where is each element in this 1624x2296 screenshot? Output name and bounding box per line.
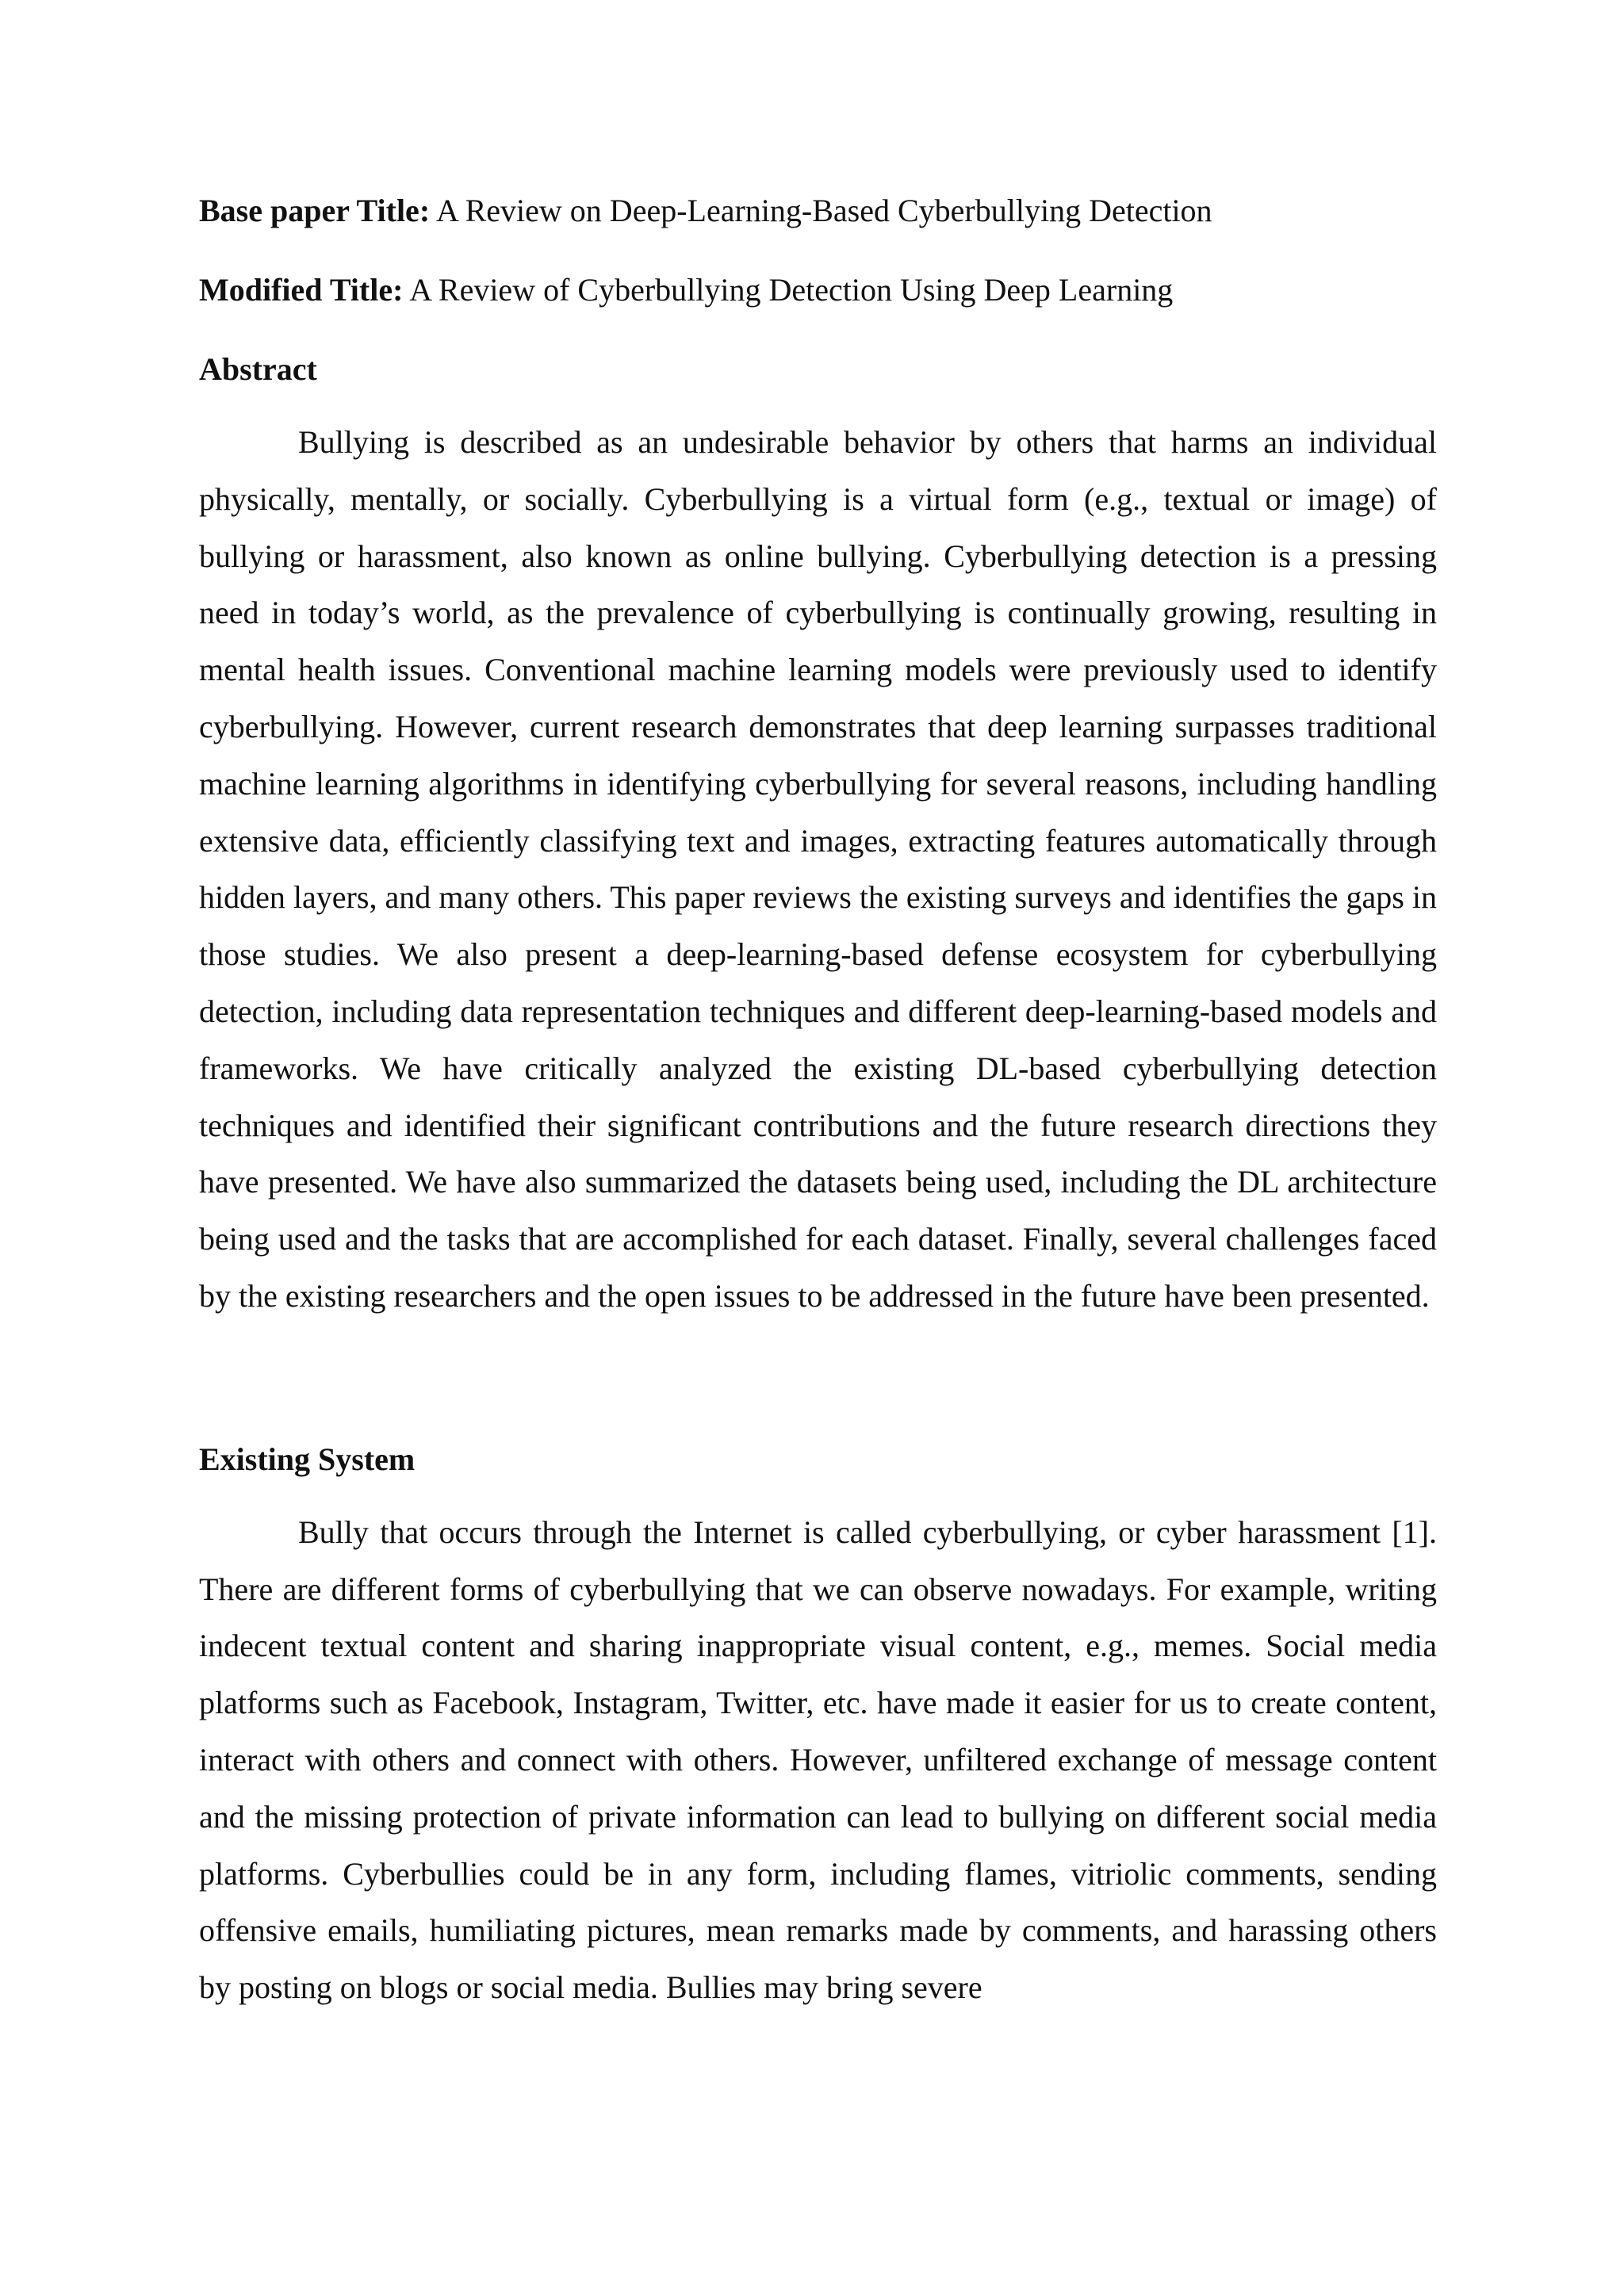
- modified-title-label: Modified Title:: [199, 272, 404, 308]
- modified-title: [199, 266, 1437, 314]
- existing-system-paragraph: Bully that occurs through the Internet is called cyberbullying, or cyber harassment [1]. There are different forms of cyberbullying that we can observe nowadays. For example, writing indecent textual content and sharing inappropriate visual content, e.g., memes. Social media platforms such as Facebook, Instagram, Twitter, etc. have made it easier for us to create content, interact with others and connect with others. However, unfiltered exchange of message content and the missing protection of private information can lead to bullying on different social media platforms. Cyberbullies could be in any form, including flames, vitriolic comments, sending offensive emails, humiliating pictures, mean remarks made by comments, and harassing others by posting on blogs or social media. Bullies may bring severe: [199, 1513, 1437, 2006]
- base-paper-title-label: Base paper Title:: [199, 193, 431, 228]
- base-paper-title-text: A Review on Deep-Learning-Based Cyberbullying Detection: [435, 193, 1212, 228]
- modified-title-text: A Review of Cyberbullying Detection Using Deep Learning: [409, 272, 1174, 308]
- existing-system-heading: Existing System: [199, 1441, 416, 1477]
- base-paper-title: [199, 187, 1437, 235]
- abstract-paragraph: Bullying is described as an undesirable behavior by others that harms an individual physically, mentally, or socially. Cyberbullying is a virtual form (e.g., textual or image) of bullying or harassment, also known as online bullying. Cyberbullying detection is a pressing need in today’s world, as the prevalence of cyberbullying is continually growing, resulting in mental health issues. Conventional machine learning models were previously used to identify cyberbullying. However, current research demonstrates that deep learning surpasses traditional machine learning algorithms in identifying cyberbullying for several reasons, including handling extensive data, efficiently classifying text and images, extracting features automatically through hidden layers, and many others. This paper reviews the existing surveys and identifies the gaps in those studies. We also present a deep-learning-based defense ecosystem for cyberbullying detection, including data representation techniques and different deep-learning-based models and frameworks. We have critically analyzed the existing DL-based cyberbullying detection techniques and identified their significant contributions and the future research directions they have presented. We have also summarized the datasets being used, including the DL architecture being used and the tasks that are accomplished for each dataset. Finally, several challenges faced by the existing researchers and the open issues to be addressed in the future have been presented.: [199, 424, 1437, 1314]
- document-page: [199, 187, 1437, 2016]
- abstract-heading: Abstract: [199, 351, 317, 387]
